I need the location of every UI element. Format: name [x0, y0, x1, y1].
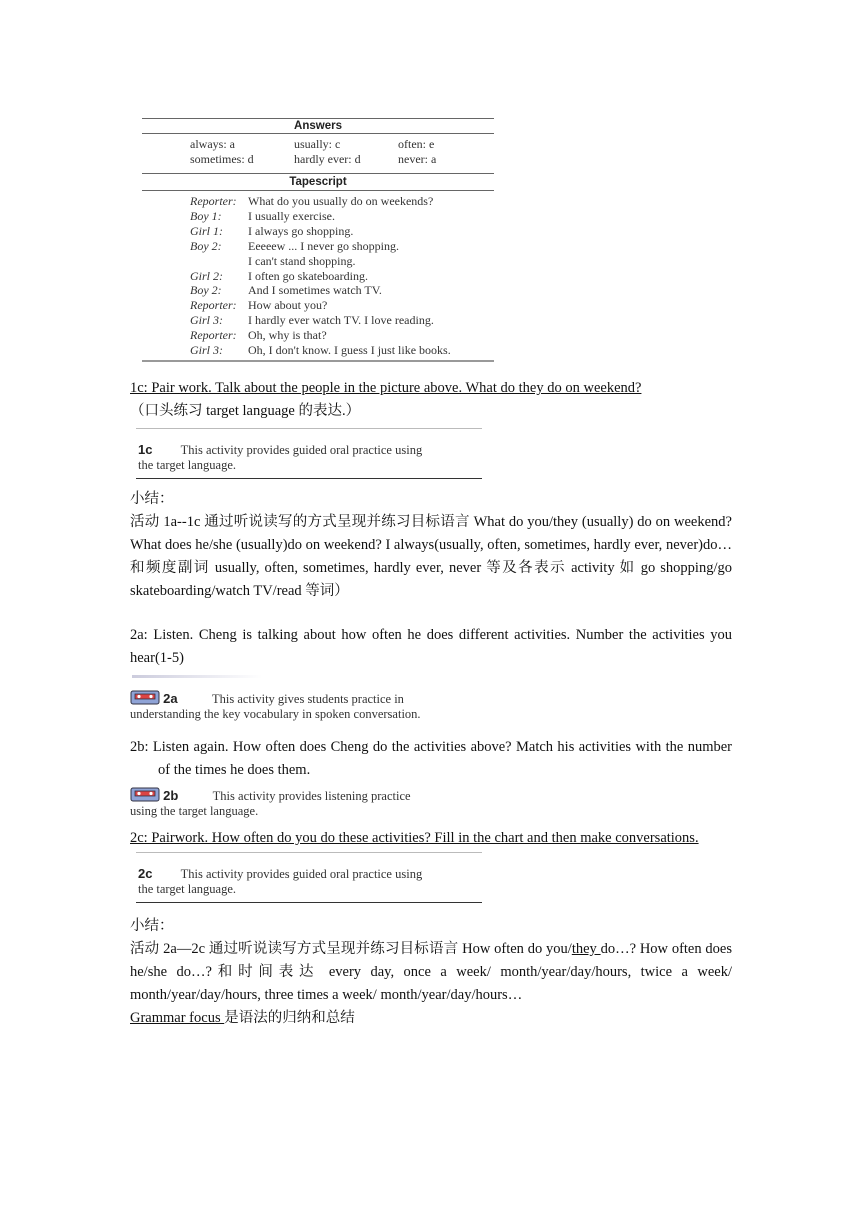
speaker-label: Boy 2:: [190, 283, 222, 298]
line-text: I hardly ever watch TV. I love reading.: [248, 313, 434, 328]
answers-header: Answers: [294, 120, 342, 132]
activity-note-2b: 2b This activity provides listening practice using the target language.: [130, 788, 411, 818]
summary2-title: 小结：: [130, 918, 174, 934]
tag-2a: 2a: [163, 691, 178, 706]
speaker-label: Reporter:: [190, 298, 237, 313]
activity-note-2c: 2c This activity provides guided oral practice using the target language.: [138, 866, 423, 896]
divider: [132, 675, 262, 678]
instruction-1c: 1c: Pair work. Talk about the people in the picture above. What do they do on weekend?: [130, 380, 642, 396]
speaker-label: Reporter:: [190, 194, 237, 208]
summary1-title: 小结：: [130, 491, 174, 507]
cassette-icon: [130, 787, 160, 802]
tag-1c: 1c: [138, 442, 153, 457]
tag-2c: 2c: [138, 866, 153, 881]
answer-usually: usually: c: [294, 137, 341, 151]
instruction-2a: 2a: Listen. Cheng is talking about how often he does different activities. Number the activities you hear(1-5): [130, 627, 732, 666]
answer-sometimes: sometimes: d: [190, 152, 254, 166]
answer-often: often: e: [398, 137, 435, 151]
activity-note-1c: 1c This activity provides guided oral practice using the target language.: [138, 442, 423, 472]
speaker-label: Girl 2:: [190, 268, 223, 283]
line-text: I can't stand shopping.: [248, 253, 356, 268]
divider: [136, 478, 482, 479]
line-text: I usually exercise.: [248, 208, 335, 223]
speaker-label: Reporter:: [190, 328, 237, 343]
answer-always: always: a: [190, 137, 235, 151]
note-cn-1c: （口头练习 target language 的表达.）: [130, 403, 361, 419]
summary2-text: 活动 2a—2c 通过听说读写方式呈现并练习目标语言 How often do you/they do…? How often does he/she do…?和时间表达 every day, once a week/ month/year/day/hours, twice a week/ month/year/day/hours, three times a week/ month/year/day/hours…: [130, 941, 732, 1003]
tapescript-header: Tapescript: [289, 176, 347, 188]
divider: [136, 428, 482, 429]
line-text: Eeeeew ... I never go shopping.: [248, 238, 399, 253]
line-text: And I sometimes watch TV.: [248, 283, 382, 298]
speaker-label: Girl 3:: [190, 313, 223, 328]
line-text: Oh, why is that?: [248, 328, 327, 343]
tag-2b: 2b: [163, 788, 179, 803]
grammar-focus-line: Grammar focus 是语法的归纳和总结: [130, 1010, 355, 1026]
instruction-2c: 2c: Pairwork. How often do you do these activities? Fill in the chart and then make conversations.: [130, 830, 699, 846]
line-text: How about you?: [248, 298, 328, 313]
divider: [136, 852, 482, 853]
answer-never: never: a: [398, 152, 437, 166]
line-text: Oh, I don't know. I guess I just like books.: [248, 343, 451, 357]
line-text: What do you usually do on weekends?: [248, 194, 434, 208]
cassette-icon: [130, 690, 160, 705]
grammar-focus-link: Grammar focus: [130, 1010, 225, 1026]
line-text: I always go shopping.: [248, 223, 354, 238]
divider: [136, 902, 482, 903]
speaker-label: Boy 2:: [190, 238, 222, 253]
answer-hardly-ever: hardly ever: d: [294, 152, 361, 166]
instruction-2b: 2b: Listen again. How often does Cheng do the activities above? Match his activities with the number of the times he does them.: [130, 739, 732, 778]
speaker-label: Girl 3:: [190, 343, 223, 357]
activity-note-2a: 2a This activity gives students practice in understanding the key vocabulary in spoken conversation.: [130, 691, 421, 721]
speaker-label: Girl 1:: [190, 223, 223, 238]
answers-tapescript-image: [142, 116, 494, 362]
summary1-text: 活动 1a--1c 通过听说读写的方式呈现并练习目标语言 What do you/they (usually) do on weekend? What does he/she (usually)do on weekend? I always(usually, often, sometimes, hardly ever, never)do…和频度副词 usually, often, sometimes, hardly ever, never 等及各表示 activity 如 go shopping/go skateboarding/watch TV/read 等词）: [130, 514, 732, 599]
speaker-label: Boy 1:: [190, 208, 222, 223]
line-text: I often go skateboarding.: [248, 268, 368, 283]
